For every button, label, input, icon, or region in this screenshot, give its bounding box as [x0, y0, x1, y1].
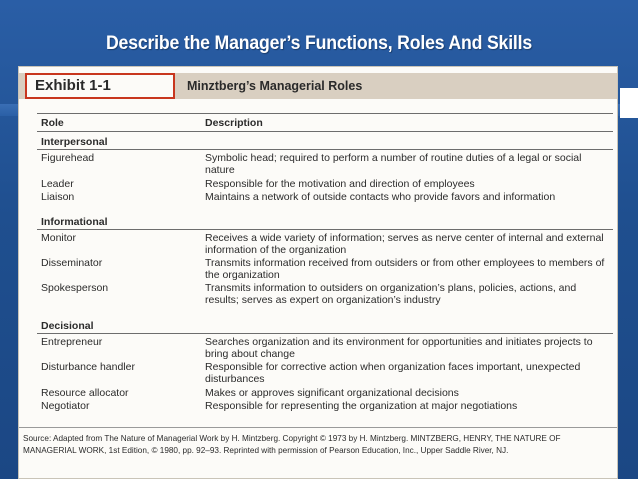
header-rule-top — [37, 113, 613, 114]
category-rule — [37, 333, 613, 334]
source-note: Source: Adapted from The Nature of Managerial Work by H. Mintzberg. Copyright © 1973 by H. Mintzberg. MINTZBERG, HENRY, THE NATURE OF MANAGERIAL WORK, 1st Edition, © 1980, pp. 92–93. Reprinted with permission of Pearson Education, Inc., Upper Saddle River, NJ. — [23, 434, 561, 455]
category-interpersonal: Interpersonal — [41, 136, 108, 148]
role-description: Transmits information received from outsiders or from other employees to members of the organization — [205, 257, 605, 281]
role-description: Responsible for representing the organization at major negotiations — [205, 400, 518, 412]
category-rule — [37, 149, 613, 150]
slide-corner-accent — [620, 88, 638, 118]
role-name: Negotiator — [41, 400, 90, 412]
role-name: Leader — [41, 178, 74, 190]
column-header-role: Role — [41, 117, 64, 129]
header-rule-bottom — [37, 131, 613, 132]
column-header-description: Description — [205, 117, 263, 129]
role-description: Responsible for the motivation and direction of employees — [205, 178, 475, 190]
exhibit-panel — [18, 66, 618, 479]
role-description: Makes or approves significant organizational decisions — [205, 387, 459, 399]
category-informational: Informational — [41, 216, 108, 228]
role-name: Spokesperson — [41, 282, 109, 294]
role-name: Disseminator — [41, 257, 103, 269]
role-name: Resource allocator — [41, 387, 129, 399]
footer-rule — [19, 427, 618, 428]
role-name: Disturbance handler — [41, 361, 135, 373]
exhibit-heading: Minztberg’s Managerial Roles — [187, 79, 363, 93]
role-name: Entrepreneur — [41, 336, 103, 348]
category-decisional: Decisional — [41, 320, 94, 332]
role-description: Symbolic head; required to perform a number of routine duties of a legal or social nature — [205, 152, 582, 176]
role-description: Searches organization and its environment for opportunities and initiates projects to bring about change — [205, 336, 593, 360]
role-name: Monitor — [41, 232, 77, 244]
slide-title: Describe the Manager’s Functions, Roles And Skills — [105, 33, 533, 54]
category-rule — [37, 229, 613, 230]
exhibit-tag: Exhibit 1-1 — [25, 73, 175, 99]
role-description: Responsible for corrective action when organization faces important, unexpected disturbances — [205, 361, 581, 385]
role-description: Maintains a network of outside contacts who provide favors and information — [205, 191, 556, 203]
role-name: Liaison — [41, 191, 75, 203]
role-description: Receives a wide variety of information; serves as nerve center of internal and external information of the organization — [205, 232, 604, 256]
role-name: Figurehead — [41, 152, 95, 164]
role-description: Transmits information to outsiders on organization’s plans, policies, actions, and results; serves as expert on organization’s industry — [205, 282, 577, 306]
